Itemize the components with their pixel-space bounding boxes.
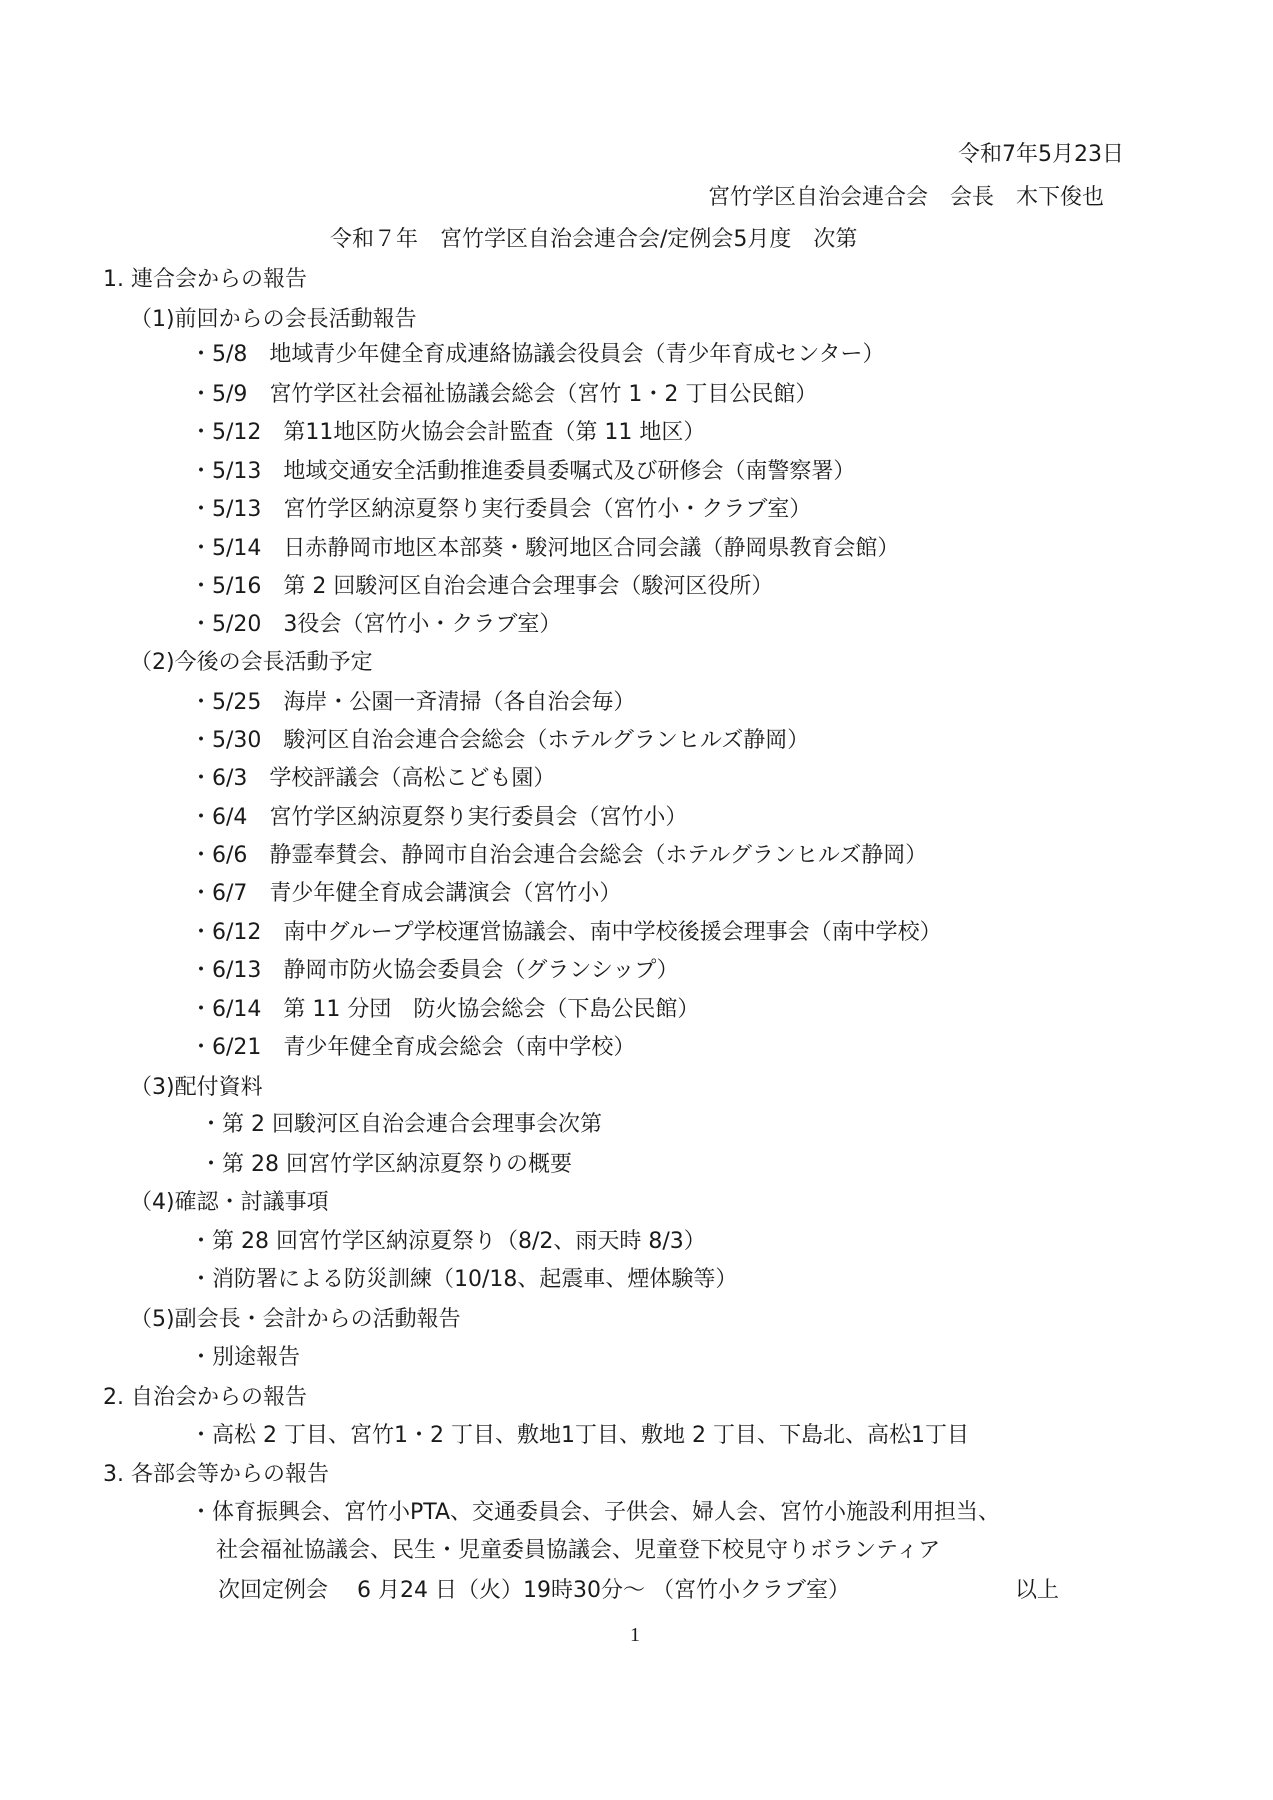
list-item: ・5/12 第11地区防火協会会計監査（第 11 地区） (190, 420, 706, 445)
list-item: ・5/25 海岸・公園一斉清掃（各自治会毎） (190, 690, 636, 715)
list-item: ・6/13 静岡市防火協会委員会（グランシップ） (190, 958, 679, 983)
document-title: 令和７年 宮竹学区自治会連合会/定例会5月度 次第 (330, 227, 858, 252)
list-item: ・6/21 青少年健全育成会総会（南中学校） (190, 1035, 636, 1060)
document-author: 宮竹学区自治会連合会 会長 木下俊也 (708, 185, 1105, 210)
section-1-heading: 1. 連合会からの報告 (103, 267, 307, 292)
section-3-heading: 3. 各部会等からの報告 (103, 1462, 329, 1487)
list-item: ・5/9 宮竹学区社会福祉協議会総会（宮竹 1・2 丁目公民館） (190, 382, 818, 407)
list-item: ・5/16 第 2 回駿河区自治会連合会理事会（駿河区役所） (190, 574, 774, 599)
list-item: ・5/13 宮竹学区納涼夏祭り実行委員会（宮竹小・クラブ室） (190, 497, 812, 522)
end-mark: 以上 (1015, 1578, 1060, 1603)
subsection-5-heading: （5)副会長・会計からの活動報告 (130, 1307, 461, 1332)
subsection-4-heading: （4)確認・討議事項 (130, 1190, 329, 1215)
list-item: ・第 2 回駿河区自治会連合会理事会次第 (200, 1112, 602, 1137)
subsection-2-heading: （2)今後の会長活動予定 (130, 650, 373, 675)
list-item: ・高松 2 丁目、宮竹1・2 丁目、敷地1丁目、敷地 2 丁目、下島北、高松1丁目 (190, 1423, 969, 1448)
list-item: ・6/3 学校評議会（高松こども園） (190, 766, 556, 791)
list-item: ・5/20 3役会（宮竹小・クラブ室） (190, 612, 562, 637)
list-item: ・5/13 地域交通安全活動推進委員委嘱式及び研修会（南警察署） (190, 459, 856, 484)
list-item: ・5/30 駿河区自治会連合会総会（ホテルグランヒルズ静岡） (190, 728, 810, 753)
list-item: ・消防署による防災訓練（10/18、起震車、煙体験等） (190, 1267, 738, 1292)
list-item: ・6/6 静霊奉賛会、静岡市自治会連合会総会（ホテルグランヒルズ静岡） (190, 843, 928, 868)
list-item: 社会福祉協議会、民生・児童委員協議会、児童登下校見守りボランティア (216, 1538, 941, 1563)
list-item: ・体育振興会、宮竹小PTA、交通委員会、子供会、婦人会、宮竹小施設利用担当、 (190, 1500, 1001, 1525)
list-item: ・5/8 地域青少年健全育成連絡協議会役員会（青少年育成センター） (190, 342, 885, 367)
list-item: ・別途報告 (190, 1345, 301, 1370)
list-item: ・6/14 第 11 分団 防火協会総会（下島公民館） (190, 997, 700, 1022)
list-item: ・第 28 回宮竹学区納涼夏祭りの概要 (200, 1152, 572, 1177)
subsection-1-heading: （1)前回からの会長活動報告 (130, 307, 417, 332)
list-item: ・6/4 宮竹学区納涼夏祭り実行委員会（宮竹小） (190, 805, 688, 830)
subsection-3-heading: （3)配付資料 (130, 1075, 263, 1100)
next-meeting-note: 次回定例会 6 月24 日（火）19時30分～ （宮竹小クラブ室） (218, 1578, 850, 1603)
list-item: ・6/7 青少年健全育成会講演会（宮竹小） (190, 881, 622, 906)
document-date: 令和7年5月23日 (958, 142, 1124, 167)
list-item: ・6/12 南中グループ学校運営協議会、南中学校後援会理事会（南中学校） (190, 920, 942, 945)
section-2-heading: 2. 自治会からの報告 (103, 1385, 307, 1410)
list-item: ・第 28 回宮竹学区納涼夏祭り（8/2、雨天時 8/3） (190, 1229, 706, 1254)
list-item: ・5/14 日赤静岡市地区本部葵・駿河地区合同会議（静岡県教育会館） (190, 536, 900, 561)
page-number: 1 (630, 1624, 640, 1646)
